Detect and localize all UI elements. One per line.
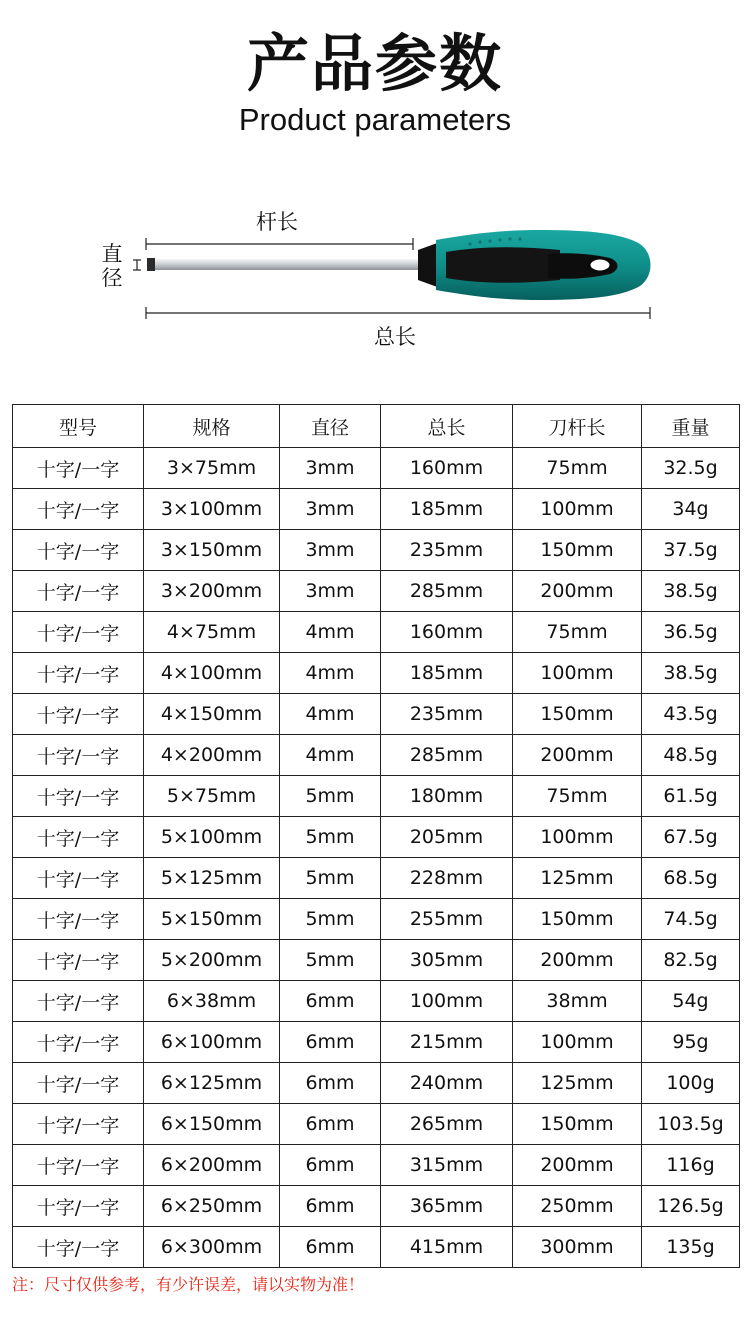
cell-model: 十字/一字	[13, 776, 144, 817]
cell-spec: 6×100mm	[144, 1022, 280, 1063]
cell-total-length: 100mm	[381, 981, 513, 1022]
cell-diameter: 6mm	[280, 981, 381, 1022]
cell-spec: 5×75mm	[144, 776, 280, 817]
table-row	[13, 940, 740, 981]
cell-spec: 3×75mm	[144, 448, 280, 489]
cell-diameter: 6mm	[280, 1063, 381, 1104]
cell-rod-length: 200mm	[513, 1145, 642, 1186]
cell-weight: 116g	[642, 1145, 740, 1186]
cell-spec: 4×75mm	[144, 612, 280, 653]
cell-diameter: 3mm	[280, 489, 381, 530]
cell-spec: 6×200mm	[144, 1145, 280, 1186]
cell-spec: 6×300mm	[144, 1227, 280, 1268]
table-row	[13, 1022, 740, 1063]
disclaimer-note: 注：尺寸仅供参考，有少许误差，请以实物为准！	[12, 1275, 365, 1294]
cell-total-length: 180mm	[381, 776, 513, 817]
table-row	[13, 817, 740, 858]
cell-weight: 103.5g	[642, 1104, 740, 1145]
cell-model: 十字/一字	[13, 530, 144, 571]
table-row	[13, 899, 740, 940]
table-row	[13, 1186, 740, 1227]
cell-rod-length: 200mm	[513, 940, 642, 981]
cell-spec: 4×100mm	[144, 653, 280, 694]
cell-rod-length: 200mm	[513, 735, 642, 776]
cell-diameter: 6mm	[280, 1145, 381, 1186]
cell-spec: 3×100mm	[144, 489, 280, 530]
cell-spec: 6×38mm	[144, 981, 280, 1022]
cell-total-length: 240mm	[381, 1063, 513, 1104]
cell-total-length: 215mm	[381, 1022, 513, 1063]
cell-rod-length: 75mm	[513, 612, 642, 653]
cell-spec: 3×200mm	[144, 571, 280, 612]
cell-spec: 5×100mm	[144, 817, 280, 858]
screwdriver-diagram	[0, 200, 750, 360]
cell-total-length: 285mm	[381, 571, 513, 612]
table-row	[13, 448, 740, 489]
table-row	[13, 612, 740, 653]
cell-total-length: 185mm	[381, 489, 513, 530]
cell-spec: 4×150mm	[144, 694, 280, 735]
cell-weight: 37.5g	[642, 530, 740, 571]
cell-spec: 6×125mm	[144, 1063, 280, 1104]
cell-diameter: 4mm	[280, 653, 381, 694]
cell-model: 十字/一字	[13, 1186, 144, 1227]
cell-diameter: 6mm	[280, 1227, 381, 1268]
cell-weight: 38.5g	[642, 571, 740, 612]
cell-total-length: 305mm	[381, 940, 513, 981]
cell-rod-length: 125mm	[513, 1063, 642, 1104]
cell-rod-length: 100mm	[513, 489, 642, 530]
table-body	[13, 448, 740, 1268]
cell-weight: 54g	[642, 981, 740, 1022]
cell-model: 十字/一字	[13, 653, 144, 694]
cell-rod-length: 100mm	[513, 653, 642, 694]
cell-rod-length: 100mm	[513, 817, 642, 858]
cell-model: 十字/一字	[13, 1022, 144, 1063]
cell-model: 十字/一字	[13, 489, 144, 530]
cell-diameter: 5mm	[280, 817, 381, 858]
cell-model: 十字/一字	[13, 571, 144, 612]
spec-table	[12, 404, 740, 1268]
cell-weight: 68.5g	[642, 858, 740, 899]
cell-total-length: 185mm	[381, 653, 513, 694]
cell-spec: 5×200mm	[144, 940, 280, 981]
cell-total-length: 265mm	[381, 1104, 513, 1145]
cell-rod-length: 100mm	[513, 1022, 642, 1063]
cell-diameter: 6mm	[280, 1022, 381, 1063]
rod-length-label: 杆长	[256, 210, 298, 234]
header-total-length: 总长	[381, 405, 513, 448]
header-rod-length: 刀杆长	[513, 405, 642, 448]
cell-total-length: 228mm	[381, 858, 513, 899]
total-length-label: 总长	[374, 325, 416, 349]
page-subtitle: Product parameters	[238, 102, 512, 137]
header-weight: 重量	[642, 405, 740, 448]
cell-spec: 3×150mm	[144, 530, 280, 571]
cell-model: 十字/一字	[13, 940, 144, 981]
cell-diameter: 4mm	[280, 735, 381, 776]
cell-rod-length: 75mm	[513, 776, 642, 817]
cell-weight: 36.5g	[642, 612, 740, 653]
cell-model: 十字/一字	[13, 1145, 144, 1186]
cell-model: 十字/一字	[13, 858, 144, 899]
cell-rod-length: 150mm	[513, 899, 642, 940]
cell-model: 十字/一字	[13, 817, 144, 858]
cell-total-length: 415mm	[381, 1227, 513, 1268]
table-row	[13, 776, 740, 817]
cell-rod-length: 150mm	[513, 530, 642, 571]
cell-weight: 67.5g	[642, 817, 740, 858]
page-title: 产品参数	[246, 27, 503, 100]
cell-model: 十字/一字	[13, 1063, 144, 1104]
cell-weight: 100g	[642, 1063, 740, 1104]
cell-rod-length: 300mm	[513, 1227, 642, 1268]
cell-weight: 38.5g	[642, 653, 740, 694]
cell-rod-length: 250mm	[513, 1186, 642, 1227]
cell-rod-length: 200mm	[513, 571, 642, 612]
cell-diameter: 5mm	[280, 858, 381, 899]
cell-total-length: 235mm	[381, 694, 513, 735]
cell-total-length: 160mm	[381, 448, 513, 489]
cell-diameter: 6mm	[280, 1186, 381, 1227]
cell-model: 十字/一字	[13, 899, 144, 940]
cell-total-length: 160mm	[381, 612, 513, 653]
diameter-label: 直径	[101, 242, 123, 290]
cell-rod-length: 150mm	[513, 694, 642, 735]
table-row	[13, 981, 740, 1022]
cell-total-length: 315mm	[381, 1145, 513, 1186]
cell-diameter: 3mm	[280, 571, 381, 612]
tip	[147, 258, 155, 271]
cell-rod-length: 125mm	[513, 858, 642, 899]
shaft	[152, 259, 420, 270]
cell-diameter: 6mm	[280, 1104, 381, 1145]
cell-diameter: 5mm	[280, 899, 381, 940]
cell-spec: 6×150mm	[144, 1104, 280, 1145]
cell-model: 十字/一字	[13, 735, 144, 776]
table-row	[13, 1104, 740, 1145]
cell-weight: 48.5g	[642, 735, 740, 776]
header-model: 型号	[13, 405, 144, 448]
table-row	[13, 571, 740, 612]
cell-diameter: 3mm	[280, 530, 381, 571]
cell-weight: 95g	[642, 1022, 740, 1063]
cell-diameter: 3mm	[280, 448, 381, 489]
table-header-row	[13, 405, 740, 448]
cell-total-length: 255mm	[381, 899, 513, 940]
table-row	[13, 858, 740, 899]
table-row	[13, 653, 740, 694]
cell-model: 十字/一字	[13, 612, 144, 653]
table-row	[13, 1145, 740, 1186]
table-row	[13, 489, 740, 530]
cell-weight: 61.5g	[642, 776, 740, 817]
cell-model: 十字/一字	[13, 694, 144, 735]
cell-total-length: 205mm	[381, 817, 513, 858]
cell-rod-length: 75mm	[513, 448, 642, 489]
cell-model: 十字/一字	[13, 1227, 144, 1268]
cell-weight: 43.5g	[642, 694, 740, 735]
table-row	[13, 530, 740, 571]
cell-total-length: 365mm	[381, 1186, 513, 1227]
cell-weight: 82.5g	[642, 940, 740, 981]
cell-model: 十字/一字	[13, 981, 144, 1022]
cell-rod-length: 38mm	[513, 981, 642, 1022]
cell-diameter: 5mm	[280, 776, 381, 817]
header-spec: 规格	[144, 405, 280, 448]
cell-total-length: 285mm	[381, 735, 513, 776]
cell-model: 十字/一字	[13, 1104, 144, 1145]
table-row	[13, 1063, 740, 1104]
cell-rod-length: 150mm	[513, 1104, 642, 1145]
cell-diameter: 5mm	[280, 940, 381, 981]
cell-spec: 6×250mm	[144, 1186, 280, 1227]
cell-diameter: 4mm	[280, 612, 381, 653]
header-diameter: 直径	[280, 405, 381, 448]
cell-spec: 5×125mm	[144, 858, 280, 899]
cell-weight: 32.5g	[642, 448, 740, 489]
cell-spec: 4×200mm	[144, 735, 280, 776]
cell-weight: 74.5g	[642, 899, 740, 940]
cell-total-length: 235mm	[381, 530, 513, 571]
table-row	[13, 1227, 740, 1268]
cell-diameter: 4mm	[280, 694, 381, 735]
cell-model: 十字/一字	[13, 448, 144, 489]
table-row	[13, 735, 740, 776]
table-row	[13, 694, 740, 735]
cell-spec: 5×150mm	[144, 899, 280, 940]
handle-grip	[446, 247, 560, 283]
cell-weight: 34g	[642, 489, 740, 530]
cell-weight: 135g	[642, 1227, 740, 1268]
cell-weight: 126.5g	[642, 1186, 740, 1227]
